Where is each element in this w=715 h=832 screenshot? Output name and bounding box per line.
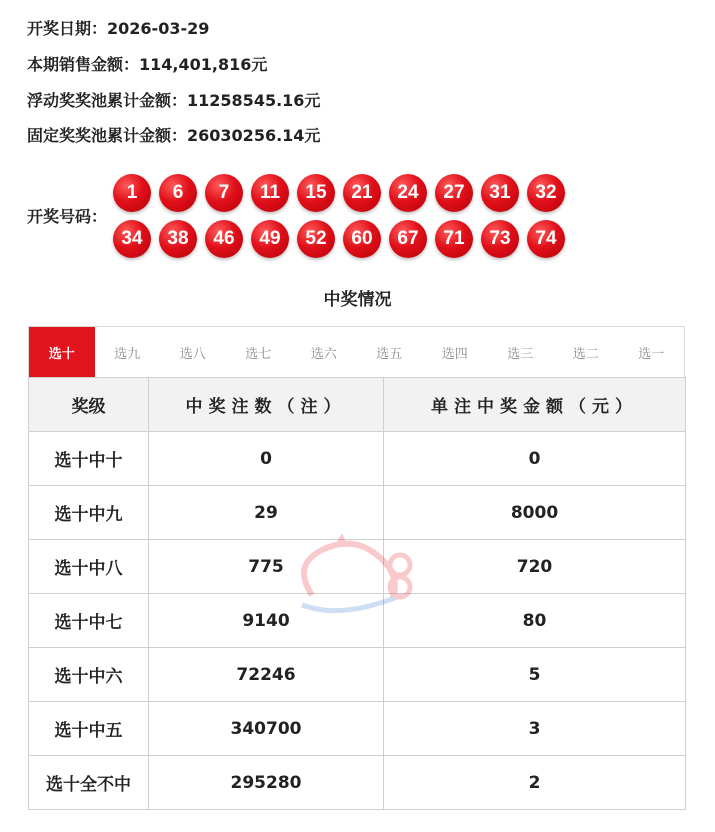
prize-level-cell: 选十中九 <box>29 486 149 540</box>
table-row <box>29 540 686 594</box>
floating-pool-label: 浮动奖奖池累计金额： <box>27 91 188 110</box>
winner-count-cell: 340700 <box>149 702 384 756</box>
draw-date-value: 2026-03-29 <box>107 19 210 38</box>
number-ball: 1 <box>113 174 151 212</box>
number-ball: 15 <box>297 174 335 212</box>
number-ball: 46 <box>205 220 243 258</box>
winner-count-cell: 72246 <box>149 648 384 702</box>
number-ball: 24 <box>389 174 427 212</box>
winner-count-cell: 775 <box>149 540 384 594</box>
prize-level-cell: 选十中八 <box>29 540 149 594</box>
number-ball: 21 <box>343 174 381 212</box>
tab-8[interactable]: 选三 <box>507 346 534 362</box>
prize-amount-cell: 720 <box>384 540 686 594</box>
sales-value: 114,401,816元 <box>139 55 268 74</box>
number-ball: 31 <box>481 174 519 212</box>
prize-amount-cell: 8000 <box>384 486 686 540</box>
winner-count-cell: 9140 <box>149 594 384 648</box>
floating-pool-value: 11258545.16元 <box>187 91 321 110</box>
number-ball: 73 <box>481 220 519 258</box>
section-title: 中奖情况 <box>323 290 392 310</box>
prize-level-cell: 选十中六 <box>29 648 149 702</box>
number-ball: 34 <box>113 220 151 258</box>
table-header-row <box>29 378 686 432</box>
fixed-pool-value: 26030256.14元 <box>187 126 321 145</box>
number-ball: 74 <box>527 220 565 258</box>
draw-date-line <box>27 19 209 39</box>
tab-2[interactable]: 选九 <box>114 346 141 362</box>
winner-count-cell: 0 <box>149 432 384 486</box>
prize-amount-cell: 5 <box>384 648 686 702</box>
prize-level-cell: 选十全不中 <box>29 756 149 810</box>
winner-count-cell: 29 <box>149 486 384 540</box>
number-row <box>113 220 573 258</box>
play-type-tabs <box>28 326 685 377</box>
number-ball: 7 <box>205 174 243 212</box>
prize-level-cell: 选十中七 <box>29 594 149 648</box>
table-row <box>29 486 686 540</box>
draw-date-label: 开奖日期： <box>27 19 108 38</box>
header-level: 奖级 <box>29 378 149 432</box>
tab-10[interactable]: 选一 <box>638 346 665 362</box>
fixed-pool-line <box>27 126 320 146</box>
number-ball: 52 <box>297 220 335 258</box>
number-ball: 67 <box>389 220 427 258</box>
sales-line <box>27 55 267 75</box>
number-ball: 6 <box>159 174 197 212</box>
table-row <box>29 648 686 702</box>
winning-numbers-label: 开奖号码： <box>27 207 108 226</box>
number-ball: 32 <box>527 174 565 212</box>
tab-9[interactable]: 选二 <box>572 346 599 362</box>
winning-numbers <box>113 174 573 266</box>
table-row <box>29 594 686 648</box>
tab-3[interactable]: 选八 <box>179 346 206 362</box>
table-row <box>29 432 686 486</box>
tab-6[interactable]: 选五 <box>376 346 403 362</box>
number-row <box>113 174 573 212</box>
table-row <box>29 702 686 756</box>
winner-count-cell: 295280 <box>149 756 384 810</box>
prize-amount-cell: 2 <box>384 756 686 810</box>
number-ball: 38 <box>159 220 197 258</box>
header-winner-count: 中奖注数（注） <box>149 378 384 432</box>
table-row <box>29 756 686 810</box>
number-ball: 11 <box>251 174 289 212</box>
tab-4[interactable]: 选七 <box>245 346 272 362</box>
prize-level-cell: 选十中五 <box>29 702 149 756</box>
prize-amount-cell: 80 <box>384 594 686 648</box>
prize-amount-cell: 3 <box>384 702 686 756</box>
fixed-pool-label: 固定奖奖池累计金额： <box>27 126 188 145</box>
tab-5[interactable]: 选六 <box>310 346 337 362</box>
tab-1[interactable]: 选十 <box>29 327 95 377</box>
header-prize-amount: 单注中奖金额（元） <box>384 378 686 432</box>
sales-label: 本期销售金额： <box>27 55 140 74</box>
tab-7[interactable]: 选四 <box>441 346 468 362</box>
number-ball: 60 <box>343 220 381 258</box>
floating-pool-line <box>27 91 320 111</box>
number-ball: 49 <box>251 220 289 258</box>
number-ball: 71 <box>435 220 473 258</box>
prize-level-cell: 选十中十 <box>29 432 149 486</box>
prize-table <box>28 377 686 810</box>
prize-amount-cell: 0 <box>384 432 686 486</box>
number-ball: 27 <box>435 174 473 212</box>
